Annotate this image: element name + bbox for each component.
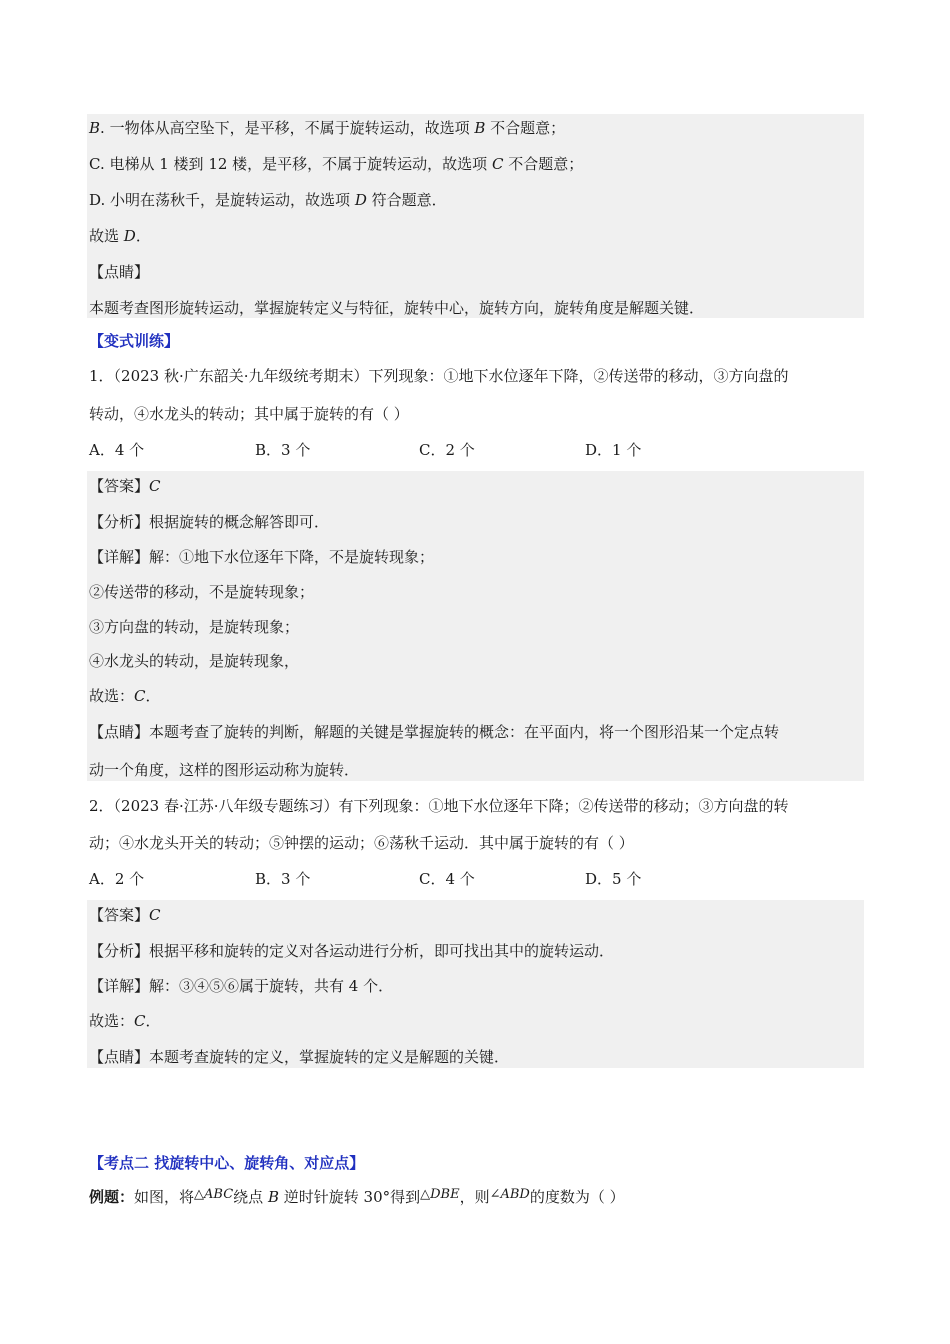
- q1-answer: 【答案】C: [89, 477, 161, 495]
- q1-stem-line2: 转动，④水龙头的转动；其中属于旋转的有（ ）: [89, 405, 409, 423]
- section-heading-bianshi: 【变式训练】: [89, 332, 180, 350]
- q1-dianjing-2: 动一个角度，这样的图形运动称为旋转．: [89, 761, 360, 779]
- q1-analysis: 【分析】根据旋转的概念解答即可．: [89, 513, 330, 531]
- q2-option-b: B．3 个: [255, 870, 311, 888]
- q2-detail: 【详解】解：③④⑤⑥属于旋转，共有 4 个．: [89, 977, 394, 995]
- section-heading-kaodian2: 【考点二 找旋转中心、旋转角、对应点】: [89, 1154, 365, 1172]
- q2-dianjing: 【点睛】本题考查旋转的定义，掌握旋转的定义是解题的关键．: [89, 1048, 510, 1066]
- dianjing-label: 【点睛】: [89, 263, 150, 281]
- q2-option-a: A．2 个: [89, 870, 145, 888]
- q1-option-b: B．3 个: [255, 441, 311, 459]
- example-question: 例题：如图，将△ABC绕点 B 逆时针旋转 30°得到△DBE，则∠ABD的度数为（ ）: [89, 1187, 625, 1206]
- choose-line: 故选 D．: [89, 227, 151, 245]
- q2-option-c: C．4 个: [419, 870, 475, 888]
- q2-choose: 故选：C．: [89, 1012, 161, 1030]
- q2-stem-line1: 2．（2023 春·江苏·八年级专题练习）有下列现象：①地下水位逐年下降；②传送带的移动；③方向盘的转: [89, 797, 789, 815]
- q1-option-a: A．4 个: [89, 441, 145, 459]
- q1-option-c: C．2 个: [419, 441, 475, 459]
- q1-detail-3: ③方向盘的转动，是旋转现象；: [89, 618, 300, 636]
- q2-stem-line2: 动；④水龙头开关的转动；⑤钟摆的运动；⑥荡秋千运动．其中属于旋转的有（ ）: [89, 834, 634, 852]
- q2-analysis: 【分析】根据平移和旋转的定义对各运动进行分析，即可找出其中的旋转运动．: [89, 942, 615, 960]
- solution-block-prev: [87, 114, 864, 318]
- dianjing-text: 本题考查图形旋转运动，掌握旋转定义与特征，旋转中心，旋转方向，旋转角度是解题关键．: [89, 299, 705, 317]
- q1-detail: 【详解】解：①地下水位逐年下降，不是旋转现象；: [89, 548, 435, 566]
- option-c-explanation: C. 电梯从 1 楼到 12 楼，是平移，不属于旋转运动，故选项 C 不合题意；: [89, 155, 584, 173]
- q1-option-d: D．1 个: [585, 441, 642, 459]
- q1-detail-2: ②传送带的移动，不是旋转现象；: [89, 583, 315, 601]
- option-d-explanation: D. 小明在荡秋千，是旋转运动，故选项 D 符合题意．: [89, 191, 447, 209]
- q2-option-d: D．5 个: [585, 870, 642, 888]
- q2-answer: 【答案】C: [89, 906, 161, 924]
- option-b-explanation: B. 一物体从高空坠下，是平移，不属于旋转运动，故选项 B 不合题意；: [89, 119, 566, 137]
- q1-detail-4: ④水龙头的转动，是旋转现象，: [89, 652, 300, 670]
- q1-stem-line1: 1．（2023 秋·广东韶关·九年级统考期末）下列现象：①地下水位逐年下降，②传送带的移动，③方向盘的: [89, 367, 789, 385]
- q1-choose: 故选：C．: [89, 687, 161, 705]
- q1-dianjing: 【点睛】本题考查了旋转的判断，解题的关键是掌握旋转的概念：在平面内，将一个图形沿某一个定点转: [89, 723, 780, 741]
